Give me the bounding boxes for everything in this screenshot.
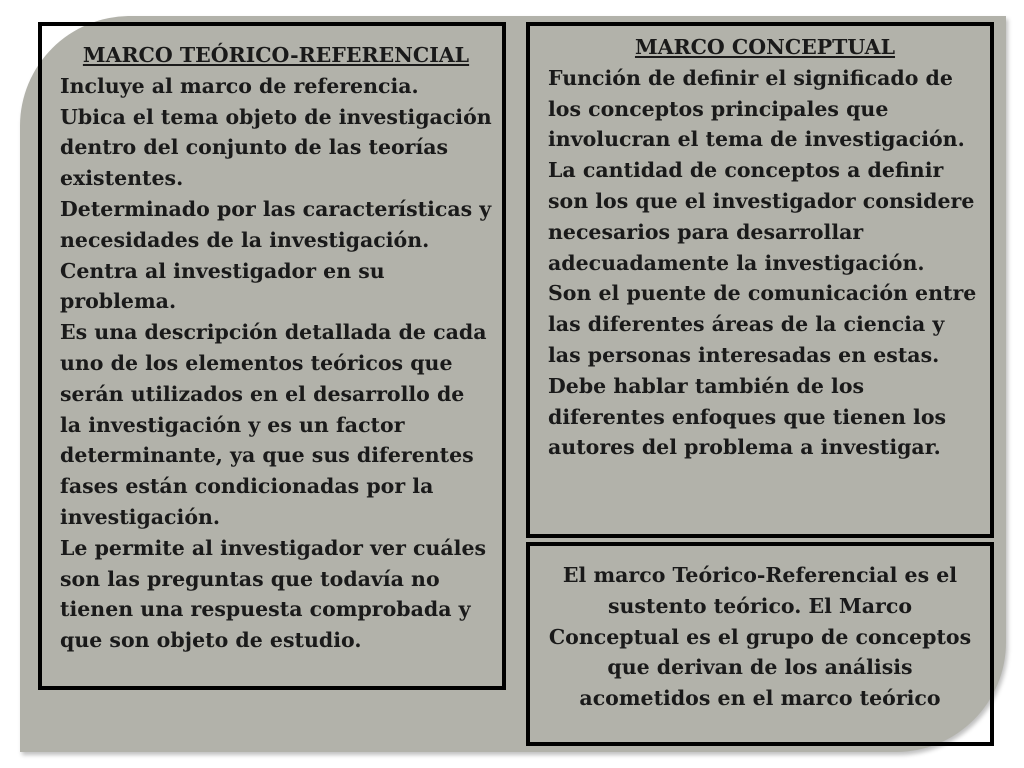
summary-text: El marco Teórico-Referencial es el sustento teórico. El Marco Conceptual es el grupo de conceptos que derivan de los análisis acometidos en el marco teórico [548,563,972,711]
marco-conceptual-paragraph-2: La cantidad de conceptos a definir son los que el investigador considere necesarios para desarrollar adecuadamente la investigación. [548,158,975,275]
marco-teorico-paragraph-2: Ubica el tema objeto de investigación dentro del conjunto de las teorías existentes. [60,104,492,191]
marco-teorico-paragraph-1: Incluye al marco de referencia. [60,73,419,98]
marco-conceptual-paragraph-4: Debe hablar también de los diferentes enfoques que tienen los autores del problema a investigar. [548,373,947,460]
marco-teorico-paragraph-5: Es una descripción detallada de cada uno de los elementos teóricos que serán utilizados en el desarrollo de la investigación y es un factor determinante, ya que sus diferentes fases están condicionadas por la investigación. [60,320,487,529]
marco-conceptual-title: MARCO CONCEPTUAL [634,35,896,59]
summary-panel [526,542,994,746]
marco-teorico-paragraph-4: Centra al investigador en su problema. [60,258,385,314]
marco-conceptual-paragraph-3: Son el puente de comunicación entre las diferentes áreas de la ciencia y las personas interesadas en estas. [548,281,977,367]
marco-teorico-paragraph-6: Le permite al investigador ver cuáles son las preguntas que todavía no tienen una respuesta comprobada y que son objeto de estudio. [60,535,487,653]
marco-teorico-title: MARCO TEÓRICO-REFERENCIAL [82,43,470,67]
marco-teorico-panel [38,22,506,690]
marco-conceptual-panel [526,22,994,538]
marco-teorico-paragraph-3: Determinado por las características y necesidades de la investigación. [60,196,492,252]
marco-conceptual-paragraph-1: Función de definir el significado de los conceptos principales que involucran el tema de investigación. [548,65,965,152]
